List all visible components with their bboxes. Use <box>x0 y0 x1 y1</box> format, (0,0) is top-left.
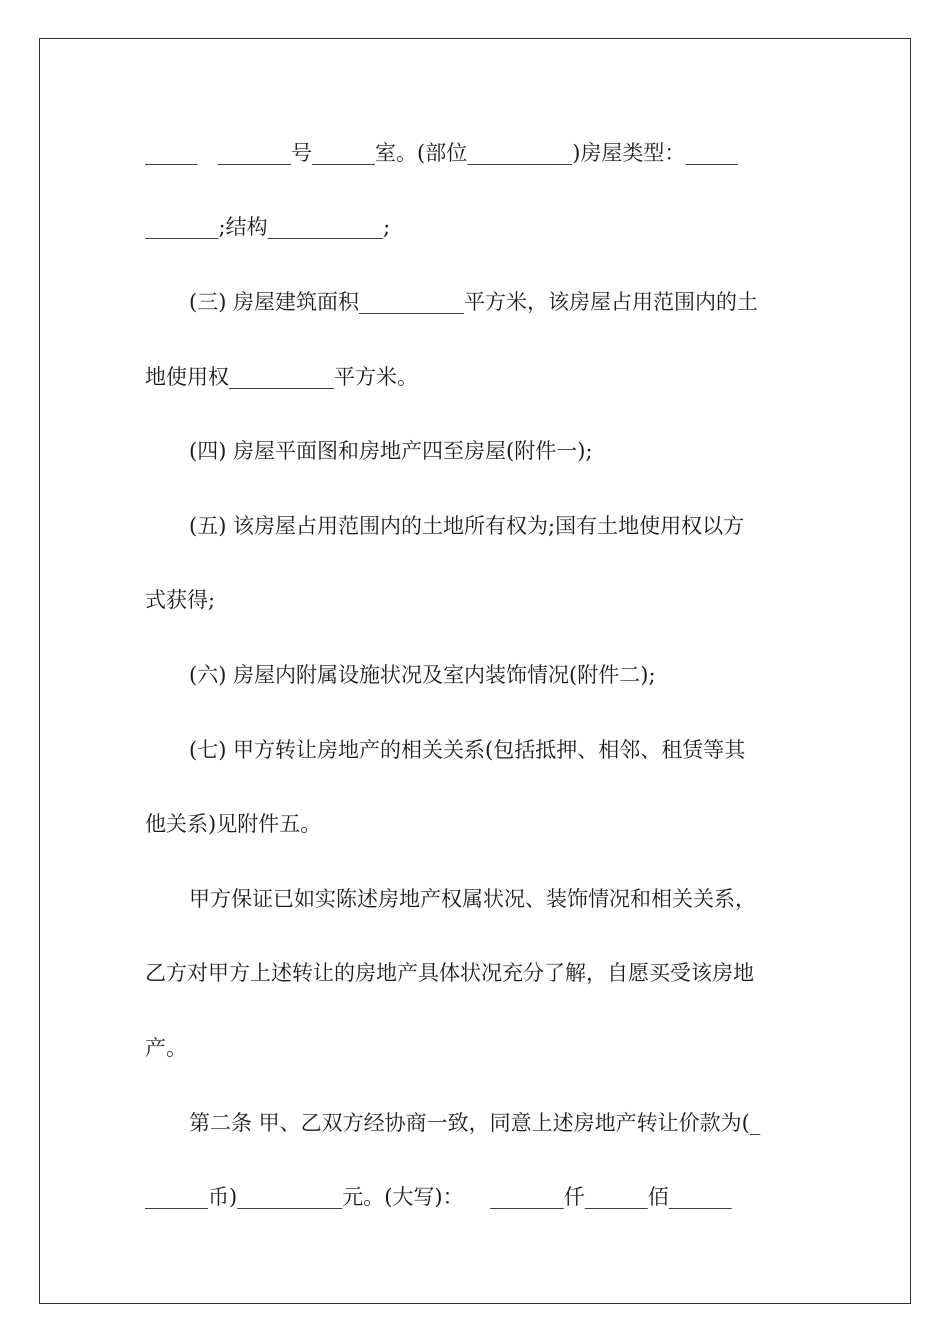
text-line-12: 乙方对甲方上述转让的房地产具体状况充分了解，自愿买受该房地 <box>145 961 754 985</box>
text-line-14: 第二条 甲、乙双方经协商一致，同意上述房地产转让价款为(_ <box>189 1111 761 1135</box>
text-line-7: 式获得; <box>145 588 216 612</box>
text-line-3: (三) 房屋建筑面积__________平方米，该房屋占用范围内的土 <box>189 290 759 314</box>
text-line-4: 地使用权__________平方米。 <box>145 365 418 389</box>
text-line-1: _____ _______号______室。(部位__________)房屋类型：_____ <box>145 141 738 165</box>
text-line-13: 产。 <box>145 1036 187 1060</box>
text-line-8: (六) 房屋内附属设施状况及室内装饰情况(附件二); <box>189 663 656 687</box>
text-line-9: (七) 甲方转让房地产的相关关系(包括抵押、相邻、租赁等其 <box>189 738 746 762</box>
text-line-5: (四) 房屋平面图和房地产四至房屋(附件一); <box>189 439 593 463</box>
text-line-6: (五) 该房屋占用范围内的土地所有权为;国有土地使用权以方 <box>189 514 745 538</box>
text-line-11: 甲方保证已如实陈述房地产权属状况、装饰情况和相关关系， <box>189 887 756 911</box>
text-line-10: 他关系)见附件五。 <box>145 812 322 836</box>
text-line-15: ______币)__________元。(大写)： _______仟______佰______ <box>145 1185 732 1209</box>
text-line-2: _______;结构___________; <box>145 215 391 239</box>
